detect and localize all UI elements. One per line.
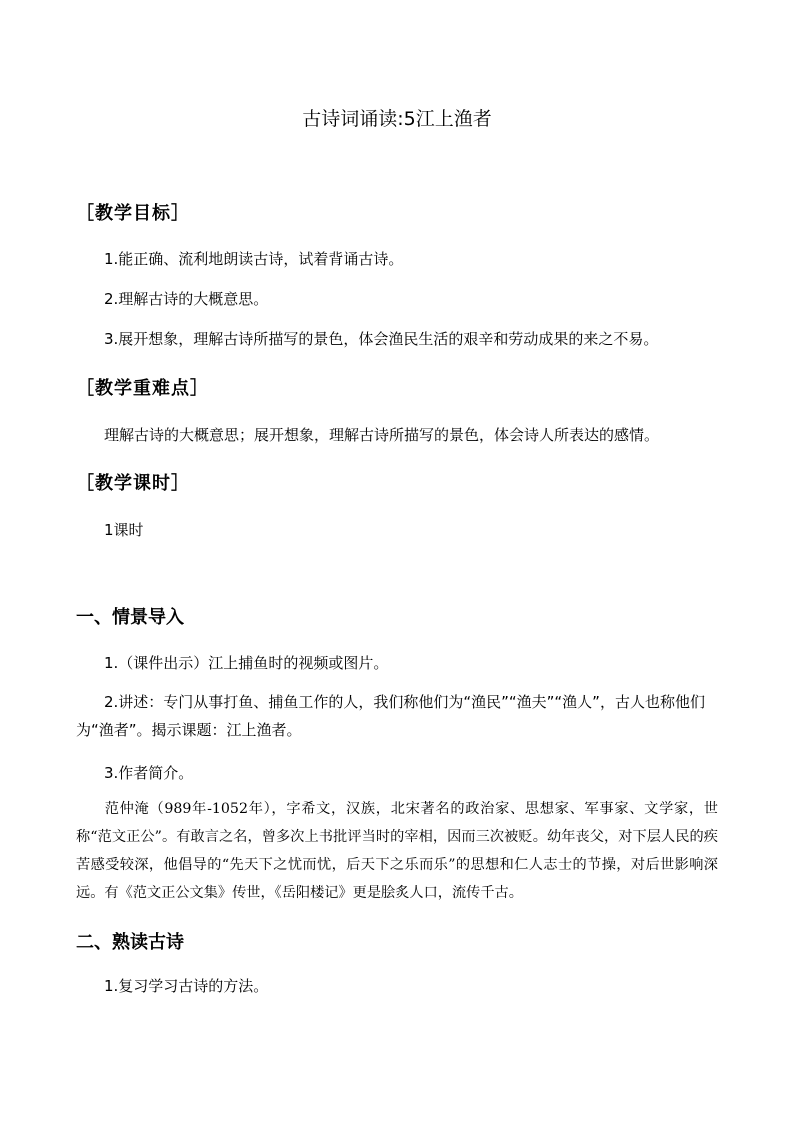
author-bio-text: 范仲淹（989年-1052年），字希文，汉族，北宋著名的政治家、思想家、军事家、文学家，世称“范文正公”。有敢言之名，曾多次上书批评当时的宰相，因而三次被贬。幼年丧父，对下层人民的疾苦感受较深，他倡导的“先天下之忧而忧，后天下之乐而乐”的思想和仁人志士的节操，对后世影响深远。有《范文正公文集》传世，《岳阳楼记》更是脍炙人口，流传千古。 [76, 801, 718, 901]
page-title: 古诗词诵读:5江上渔者 [302, 108, 492, 130]
part1-item-1: 1.（课件出示）江上捕鱼时的视频或图片。 [104, 654, 389, 672]
part1-item-2-text: 2.讲述：专门从事打鱼、捕鱼工作的人，我们称他们为“渔民”“渔夫”“渔人”，古人也称他们为“渔者”。揭示课题：江上渔者。 [76, 693, 705, 739]
heading-part-1: 一、情景导入 [76, 607, 184, 628]
heading-part-2: 二、熟读古诗 [76, 932, 184, 953]
heading-objectives: ［教学目标］ [76, 203, 190, 224]
part1-item-3: 3.作者简介。 [104, 764, 194, 782]
objective-item-2: 2.理解古诗的大概意思。 [104, 290, 269, 308]
heading-class-hours: ［教学课时］ [76, 473, 190, 494]
objective-item-1: 1.能正确、流利地朗读古诗，试着背诵古诗。 [104, 250, 404, 268]
objective-item-3: 3.展开想象，理解古诗所描写的景色，体会渔民生活的艰辛和劳动成果的来之不易。 [104, 330, 659, 348]
author-bio [76, 795, 718, 907]
class-hours-text: 1课时 [104, 521, 144, 539]
part1-item-2 [76, 688, 722, 744]
heading-key-points: ［教学重难点］ [76, 378, 209, 399]
part2-item-1: 1.复习学习古诗的方法。 [104, 977, 269, 995]
key-points-text: 理解古诗的大概意思；展开想象，理解古诗所描写的景色，体会诗人所表达的感情。 [104, 426, 660, 444]
